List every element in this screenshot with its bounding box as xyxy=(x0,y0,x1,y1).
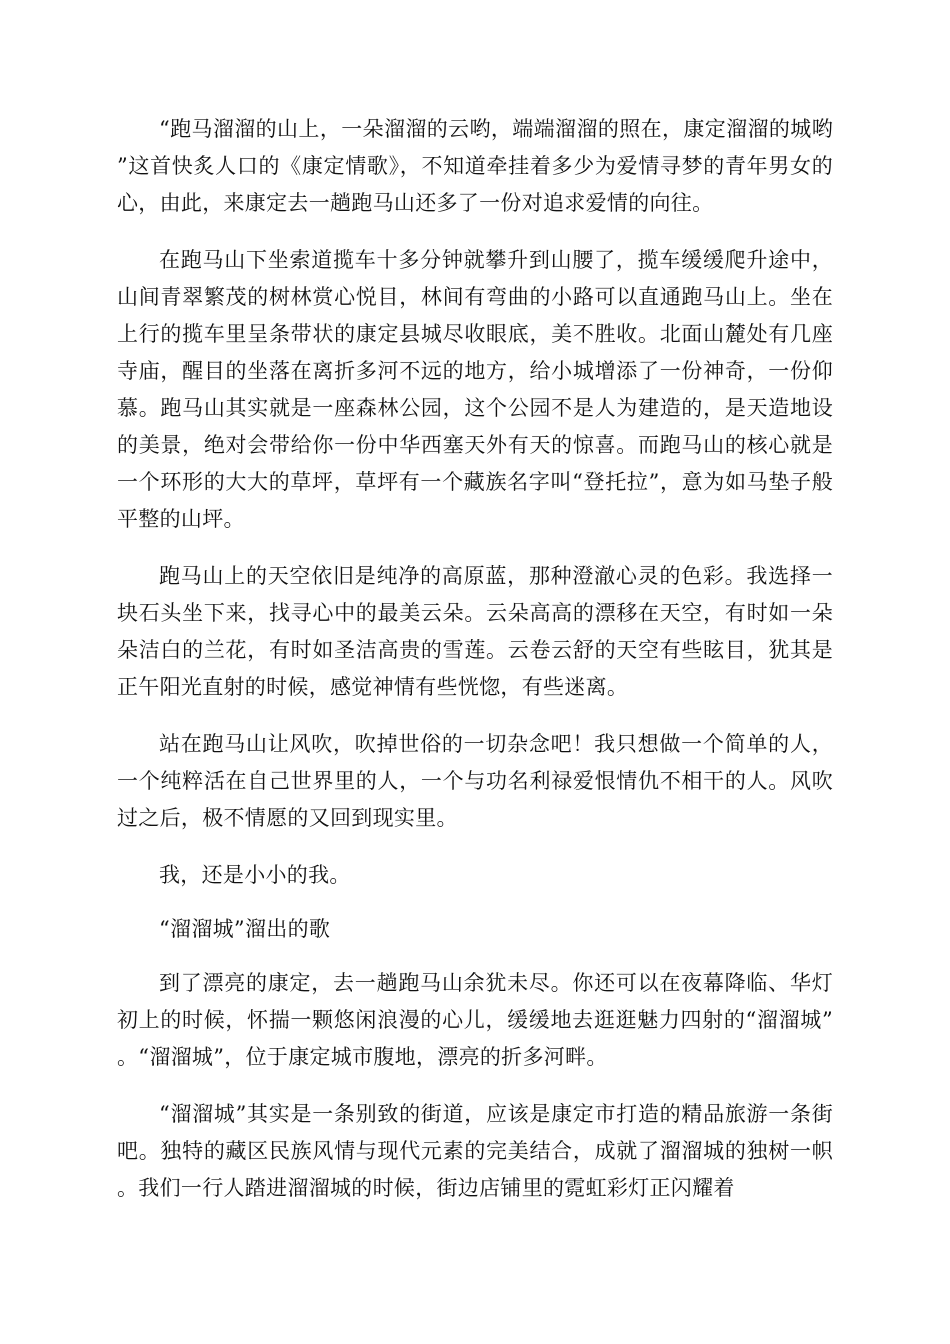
paragraph-sky-clouds: 跑马山上的天空依旧是纯净的高原蓝，那种澄澈心灵的色彩。我选择一块石头坐下来，找寻心中的最美云朵。云朵高高的漂移在天空，有时如一朵朵洁白的兰花，有时如圣洁高贵的雪莲。云卷云舒的天空有些眩目，犹其是正午阳光直射的时候，感觉神情有些恍惚，有些迷离。 xyxy=(117,564,833,699)
section-heading-liuliu-city: “溜溜城”溜出的歌 xyxy=(159,917,331,941)
paragraph-wind: 站在跑马山让风吹，吹掉世俗的一切杂念吧！我只想做一个简单的人，一个纯粹活在自己世界里的人，一个与功名利禄爱恨情仇不相干的人。风吹过之后，极不情愿的又回到现实里。 xyxy=(117,732,833,830)
paragraph-little-me: 我，还是小小的我。 xyxy=(159,863,351,887)
document-page xyxy=(117,111,833,1227)
paragraph-kangding-song: “跑马溜溜的山上，一朵溜溜的云哟，端端溜溜的照在，康定溜溜的城哟”这首快炙人口的《康定情歌》，不知道牵挂着多少为爱情寻梦的青年男女的心，由此，来康定去一趟跑马山还多了一份对追求爱情的向往。 xyxy=(117,117,833,215)
paragraph-liuliu-city-intro: 到了漂亮的康定，去一趟跑马山余犹未尽。你还可以在夜幕降临、华灯初上的时候，怀揣一颗悠闲浪漫的心儿，缓缓地去逛逛魅力四射的“溜溜城”。“溜溜城”，位于康定城市腹地，漂亮的折多河畔。 xyxy=(117,971,833,1069)
paragraph-liuliu-city-street: “溜溜城”其实是一条别致的街道，应该是康定市打造的精品旅游一条街吧。独特的藏区民族风情与现代元素的完美结合，成就了溜溜城的独树一帜。我们一行人踏进溜溜城的时候，街边店铺里的霓虹彩灯正闪耀着 xyxy=(117,1102,833,1200)
paragraph-cable-car: 在跑马山下坐索道揽车十多分钟就攀升到山腰了，揽车缓缓爬升途中，山间青翠繁茂的树林赏心悦目，林间有弯曲的小路可以直通跑马山上。坐在上行的揽车里呈条带状的康定县城尽收眼底，美不胜收。北面山麓处有几座寺庙，醒目的坐落在离折多河不远的地方，给小城增添了一份神奇，一份仰慕。跑马山其实就是一座森林公园，这个公园不是人为建造的，是天造地设的美景，绝对会带给你一份中华西塞天外有天的惊喜。而跑马山的核心就是一个环形的大大的草坪，草坪有一个藏族名字叫“登托拉”，意为如马垫子般平整的山坪。 xyxy=(117,248,833,531)
